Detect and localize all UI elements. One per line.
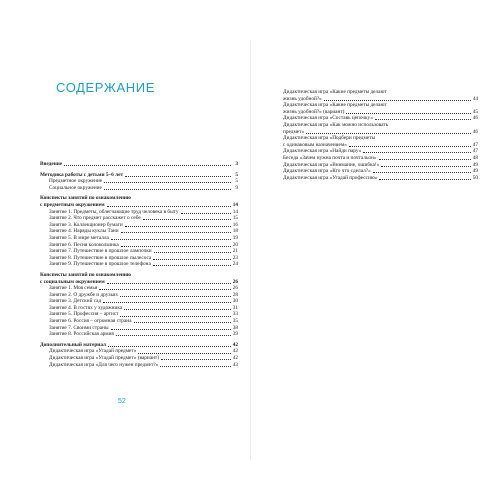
toc-entry-title: Занятие 8. Российская армия	[49, 331, 114, 338]
toc-entry	[40, 285, 238, 292]
toc-entry-page: 26	[232, 285, 238, 292]
toc-entry-title: Занятие 4. В гостях у художника	[49, 304, 123, 311]
toc-entry-title: Дидактическая игра «Угадай предмет» (вариант)	[49, 355, 159, 362]
dot-leader	[161, 359, 231, 360]
toc-entry-title: Занятие 6. Россия – огромная страна	[49, 318, 132, 325]
dot-leader	[375, 119, 471, 120]
dot-leader	[125, 176, 231, 177]
toc-entry	[40, 272, 238, 279]
toc-entry-title: Дидактическая игра «Составь цепочку»	[283, 115, 373, 122]
toc-entry-page: 26	[232, 278, 238, 285]
toc-entry-title: жизнь удобной?» (вариант)	[283, 108, 345, 115]
toc-entry-title: Занятие 7. Своими страны	[49, 324, 109, 331]
toc-entry-title: Занятие 3. Детский сад	[49, 298, 102, 305]
dot-leader	[306, 133, 471, 134]
dot-leader	[324, 100, 471, 101]
toc-entry	[40, 318, 238, 325]
dot-leader	[104, 182, 231, 183]
toc-entry	[283, 109, 478, 116]
toc-entry	[40, 172, 238, 179]
dot-leader	[111, 329, 231, 330]
toc-entry-page: 9	[235, 184, 238, 191]
toc-entry	[40, 331, 238, 338]
toc-entry-title: с социальным окружением	[40, 278, 105, 285]
toc-entry	[40, 195, 238, 202]
toc-entry-page: 50	[472, 174, 478, 181]
toc-entry	[40, 311, 238, 318]
toc-entry-page: 43	[232, 361, 238, 368]
dot-leader	[160, 366, 231, 367]
toc-entry	[40, 261, 238, 268]
dot-leader	[379, 159, 471, 160]
toc-entry-title: Дидактическая игра «Найди пару»	[283, 148, 362, 155]
toc-entry-page: 15	[232, 215, 238, 222]
toc-entry-page: 46	[472, 128, 478, 135]
toc-entry-title: с одинаковым назначением»	[283, 141, 347, 148]
toc-entry-page: 45	[472, 108, 478, 115]
toc-entry-title: Дидактическая игра «Какие предметы делают	[283, 89, 387, 95]
toc-entry	[283, 168, 478, 175]
toc-entry	[40, 235, 238, 242]
toc-entry-title: Конспекты занятий по ознакомлению	[40, 271, 131, 278]
toc-entry-page: 23	[232, 254, 238, 261]
toc-entry-page: 5	[235, 171, 238, 178]
toc-entry-title: Занятие 5. Профессия – артист	[49, 311, 119, 318]
toc-entry-page: 46	[472, 115, 478, 122]
toc-entry	[283, 148, 478, 155]
toc-entry-title: Беседа «Зачем нужна почта и почтальон»	[283, 154, 377, 161]
toc-entry-page: 38	[232, 324, 238, 331]
dot-leader	[103, 302, 231, 303]
dot-leader	[381, 166, 471, 167]
toc-entry-page: 14	[232, 208, 238, 215]
toc-entry	[40, 161, 238, 168]
toc-entry-title: Занятие 4. Наряды куклы Тани	[49, 228, 119, 235]
toc-entry	[283, 155, 478, 162]
toc-entry	[40, 279, 238, 286]
dot-leader	[181, 213, 231, 214]
toc-entry	[283, 102, 478, 109]
toc-entry-page: 49	[472, 168, 478, 175]
toc-entry-page: 14	[232, 201, 238, 208]
toc-entry-title: Дидактическая игра «Для чего нужен предмет?»	[49, 361, 159, 368]
toc-entry-title: Социальное окружение	[49, 184, 102, 191]
dot-leader	[64, 165, 231, 166]
toc-entry-title: Занятие 2. Что предмет расскажет о себе	[49, 215, 141, 222]
toc-entry-title: Занятие 1. Предметы, облегчающие труд человека в быту	[49, 208, 179, 215]
toc-entry	[40, 185, 238, 192]
dot-leader	[108, 346, 231, 347]
toc-entry	[40, 202, 238, 209]
dot-leader	[138, 353, 231, 354]
dot-leader	[121, 232, 231, 233]
toc-entry-page: 42	[232, 341, 238, 348]
toc-entry-page: 3	[235, 161, 238, 167]
toc-entry-page: 21	[232, 248, 238, 255]
toc-entry	[283, 122, 478, 129]
toc-entry	[283, 96, 478, 103]
toc-entry-title: Дидактическая игра «Угадай профессию»	[283, 174, 378, 181]
toc-entry-page: 42	[232, 355, 238, 362]
toc-entry-page: 20	[232, 241, 238, 248]
toc-entry	[283, 162, 478, 169]
dot-leader	[373, 172, 471, 173]
toc-entry-title: Занятие 8. Путешествие в прошлое пылесоса	[49, 254, 152, 261]
toc-entry-title: Занятие 5. В мире металла	[49, 234, 109, 241]
dot-leader	[107, 283, 231, 284]
toc-entry	[283, 135, 478, 142]
toc-entry-page: 35	[232, 318, 238, 325]
toc-right-column	[283, 89, 478, 181]
dot-leader	[363, 152, 471, 153]
toc-entry-page: 30	[232, 298, 238, 305]
toc-entry-page: 47	[472, 141, 478, 148]
toc-entry-title: Занятие 3. Коллекционер бумаги	[49, 221, 123, 228]
toc-entry-title: Дидактическая игра «Кто что сделал?»	[283, 168, 371, 175]
toc-entry-page: 19	[232, 234, 238, 241]
toc-entry-page: 16	[232, 221, 238, 228]
dot-leader	[134, 322, 232, 323]
dot-leader	[124, 309, 231, 310]
toc-entry-title: с предметным окружением	[40, 201, 105, 208]
dot-leader	[153, 259, 231, 260]
toc-entry	[283, 115, 478, 122]
page-number: 52	[118, 398, 126, 405]
dot-leader	[120, 316, 231, 317]
toc-left-column	[40, 161, 238, 368]
dot-leader	[120, 296, 231, 297]
toc-entry-title: Занятие 6. Песня колокольчика	[49, 241, 119, 248]
toc-entry	[40, 355, 238, 362]
toc-entry	[40, 298, 238, 305]
toc-entry	[40, 248, 238, 255]
toc-entry-title: Конспекты занятий по ознакомлению	[40, 195, 131, 202]
toc-entry-page: 24	[232, 261, 238, 268]
toc-entry-title: Дидактическая игра «Угадай предмет»	[49, 348, 137, 355]
toc-entry	[40, 215, 238, 222]
toc-entry-page: 49	[472, 161, 478, 168]
toc-entry-title: жизнь удобной?»	[283, 95, 322, 102]
dot-leader	[121, 246, 231, 247]
dot-leader	[104, 189, 231, 190]
dot-leader	[99, 289, 231, 290]
toc-entry	[40, 242, 238, 249]
toc-entry	[283, 175, 478, 182]
toc-entry-title: Занятие 7. Путешествие в прошлое лампочки	[49, 248, 152, 255]
toc-entry-page: 33	[232, 311, 238, 318]
toc-entry-title: Занятие 1. Моя семья	[49, 285, 98, 292]
toc-entry-page: 48	[472, 154, 478, 161]
toc-entry-page: 47	[472, 148, 478, 155]
toc-entry-page: 31	[232, 304, 238, 311]
toc-entry-title: Методика работы с детьми 5–6 лет	[40, 171, 124, 178]
toc-entry-title: Дополнительный материал	[40, 341, 106, 348]
toc-entry-title: Дидактическая игра «Внимание, ошибка!»	[283, 161, 380, 168]
dot-leader	[107, 206, 231, 207]
toc-entry	[40, 178, 238, 185]
toc-entry-page: 5	[235, 178, 238, 185]
dot-leader	[154, 252, 231, 253]
dot-leader	[143, 219, 231, 220]
toc-entry	[40, 222, 238, 229]
toc-entry-title: предмет»	[283, 128, 305, 135]
toc-entry-page: 42	[232, 348, 238, 355]
page-spine-divider	[250, 40, 251, 460]
toc-entry-title: Дидактическая игра «Как можно использовать	[283, 121, 389, 128]
dot-leader	[153, 265, 231, 266]
toc-entry-title: Дидактическая игра «Подбери предметы	[283, 135, 376, 142]
toc-entry-page: 18	[232, 228, 238, 235]
dot-leader	[379, 179, 471, 180]
dot-leader	[346, 113, 471, 114]
toc-entry-title: Дидактическая игра «Какие предметы делают	[283, 102, 387, 109]
dot-leader	[125, 226, 231, 227]
toc-title: СОДЕРЖАНИЕ	[56, 80, 156, 95]
toc-entry-title: Занятие 9. Путешествие в прошлое телефона	[49, 261, 151, 268]
toc-entry	[283, 89, 478, 96]
dot-leader	[349, 146, 471, 147]
toc-entry	[40, 228, 238, 235]
toc-entry-page: 44	[472, 95, 478, 102]
dot-leader	[111, 239, 231, 240]
toc-entry-title: Введение	[40, 161, 63, 167]
toc-entry-page: 28	[232, 291, 238, 298]
toc-entry	[40, 362, 238, 369]
dot-leader	[116, 335, 231, 336]
toc-entry-page: 39	[232, 331, 238, 338]
toc-entry-title: Занятие 2. О дружбе и друзьях	[49, 291, 118, 298]
toc-entry-title: Предметное окружение	[49, 178, 103, 185]
